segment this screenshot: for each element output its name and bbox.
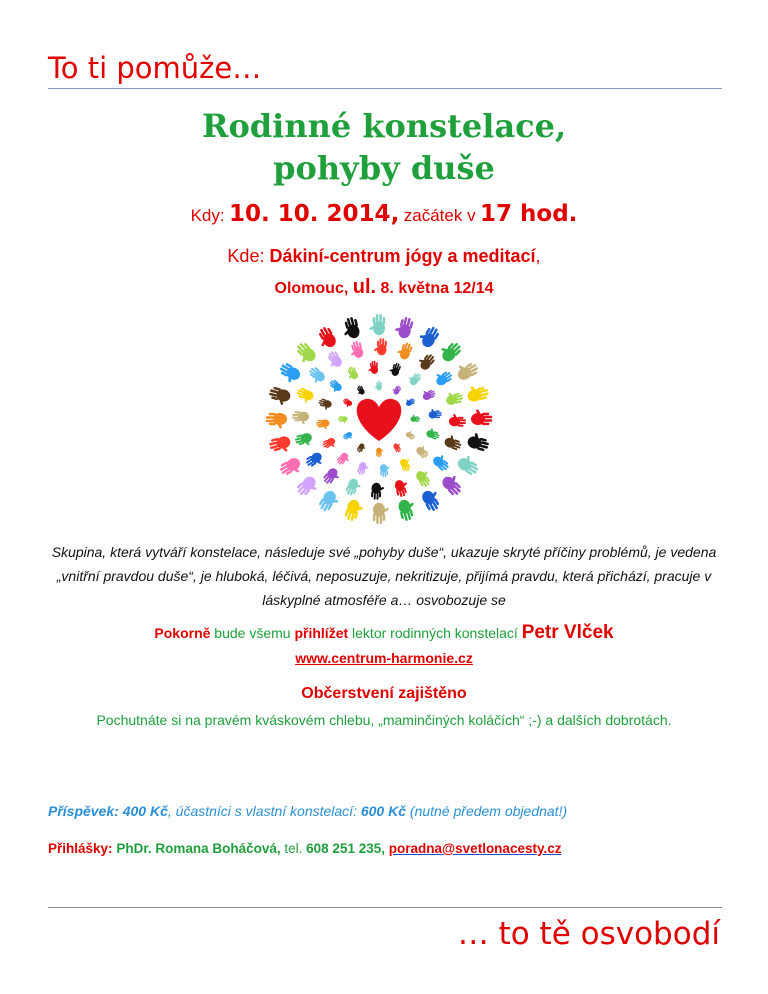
when-label: Kdy:	[190, 206, 225, 225]
hand-icon	[316, 419, 330, 430]
hand-icon	[456, 452, 482, 477]
hand-icon	[440, 471, 466, 497]
hand-icon	[295, 474, 321, 500]
event-where	[0, 243, 768, 269]
hand-icon	[375, 381, 382, 391]
hand-icon	[395, 340, 413, 360]
hand-icon	[431, 452, 452, 473]
application-line	[48, 838, 561, 860]
hand-icon	[465, 382, 490, 403]
event-place: Dákiní-centrum jógy a meditací	[269, 246, 536, 266]
refreshment-title: Občerstvení zajištěno	[301, 685, 467, 702]
refreshment-description: Pochutnáte si na pravém kváskovém chlebu, „maminčiných koláčích“ ;-) a dalších dobrotách.	[96, 712, 672, 728]
event-when	[0, 197, 768, 234]
hand-icon	[314, 325, 339, 351]
hand-icon	[295, 387, 315, 405]
hand-icon	[425, 427, 441, 440]
hand-icon	[278, 456, 304, 481]
application-tel-label: tel.	[284, 841, 303, 856]
hand-icon	[380, 464, 391, 478]
hand-icon	[404, 396, 416, 407]
address-city: Olomouc,	[274, 280, 349, 297]
hand-icon	[392, 442, 403, 454]
address-street-prefix: ul.	[352, 276, 377, 298]
hand-icon	[391, 384, 402, 396]
hand-icon	[268, 435, 293, 456]
hand-icon	[292, 340, 318, 366]
fee-label: Příspěvek:	[48, 803, 119, 819]
hand-icon	[405, 429, 417, 440]
hand-icon	[345, 477, 363, 497]
hand-icon	[416, 323, 441, 349]
lector-word-1: Pokorně	[154, 625, 211, 641]
lector-line	[0, 620, 768, 646]
hand-icon	[304, 451, 325, 471]
hand-icon	[336, 451, 352, 467]
where-label: Kde:	[227, 246, 265, 266]
hand-icon	[321, 436, 337, 451]
hand-icon	[406, 370, 422, 386]
hand-icon	[344, 498, 365, 523]
fee-note: (nutné předem objednat!)	[409, 803, 568, 819]
hand-icon	[341, 397, 353, 408]
heart-icon	[357, 399, 402, 441]
hand-icon	[388, 361, 401, 377]
header	[48, 48, 722, 89]
fee-price-2: 600 Kč	[360, 803, 407, 819]
hand-icon	[327, 378, 343, 394]
website-link[interactable]: www.centrum-harmonie.cz	[295, 650, 473, 666]
hand-icon	[466, 431, 491, 452]
application-phone: 608 251 235,	[306, 841, 385, 856]
hand-icon	[428, 408, 442, 419]
hand-icon	[345, 365, 360, 381]
hand-icon	[267, 386, 292, 407]
hand-icon	[317, 398, 333, 411]
footer-divider	[48, 907, 722, 908]
hand-icon	[266, 413, 287, 429]
hand-icon	[416, 351, 437, 372]
hand-icon	[367, 360, 378, 374]
hand-icon	[342, 431, 354, 442]
hand-icon	[437, 338, 463, 364]
application-person: PhDr. Romana Boháčová,	[116, 841, 281, 856]
fee-line	[48, 800, 567, 822]
hand-icon	[373, 503, 389, 524]
hand-icon	[444, 389, 464, 406]
lector-text-1: bude všemu	[214, 625, 291, 641]
hand-icon	[340, 316, 361, 341]
hand-icon	[317, 489, 342, 515]
event-date: 10. 10. 2014,	[229, 201, 400, 227]
lector-text-2: lektor rodinných konstelací	[352, 625, 518, 641]
hand-icon	[356, 461, 369, 477]
hand-icon	[420, 487, 445, 513]
hand-icon	[338, 416, 348, 423]
hand-icon	[355, 385, 366, 397]
application-email-link[interactable]: poradna@svetlonacesty.cz	[388, 841, 562, 856]
hand-icon	[347, 340, 364, 360]
hand-icon	[369, 314, 385, 335]
hands-circle-heart-image	[254, 305, 504, 535]
start-label: začátek v	[403, 206, 476, 225]
hand-icon	[471, 409, 492, 425]
description-text: Skupina, která vytváří konstelace, následuje své „pohyby duše“, ukazuje skryté příčiny problémů, je vedena „vnitřní pravdou duše“, je hluboká, léčivá, neposuzuje, nekritizuje, přijímá pravdu, která přichází, pracuje v láskyplné atmosféře a… osvobozuje se	[51, 544, 717, 608]
hand-icon	[415, 443, 431, 459]
hand-icon	[449, 413, 466, 426]
hand-icon	[397, 497, 418, 522]
hand-icon	[294, 432, 314, 449]
hand-icon	[371, 483, 384, 500]
event-address	[0, 273, 768, 303]
hand-icon	[376, 448, 383, 458]
place-comma: ,	[535, 246, 541, 266]
hand-icon	[410, 415, 420, 422]
footer-text: … to tě osvobodí	[457, 916, 720, 952]
hand-icon	[356, 442, 367, 454]
title-line-1: Rodinné konstelace,	[201, 107, 567, 145]
hand-icon	[306, 365, 327, 386]
address-street: 8. května 12/14	[380, 280, 494, 297]
lector-word-2: přihlížet	[294, 625, 349, 641]
hand-icon	[399, 456, 414, 472]
hand-icon	[433, 367, 454, 387]
title-line-2: pohyby duše	[273, 149, 495, 187]
fee-middle: , účastníci s vlastní konstelací:	[167, 803, 357, 819]
hand-icon	[393, 315, 414, 340]
lector-name: Petr Vlček	[521, 622, 614, 643]
fee-price-1: 400 Kč	[122, 803, 168, 819]
hand-icon	[443, 433, 463, 451]
hand-icon	[414, 467, 434, 488]
application-label: Přihlášky:	[48, 841, 113, 856]
hand-icon	[394, 478, 411, 498]
hand-icon	[374, 338, 387, 355]
header-text: To ti pomůže…	[48, 51, 262, 85]
page-title	[0, 105, 768, 189]
hand-icon	[324, 349, 344, 370]
hand-icon	[322, 466, 343, 487]
hand-icon	[420, 387, 436, 402]
hand-icon	[276, 361, 302, 386]
event-time: 17 hod.	[480, 201, 578, 227]
hand-icon	[454, 358, 480, 383]
hand-icon	[292, 411, 309, 424]
